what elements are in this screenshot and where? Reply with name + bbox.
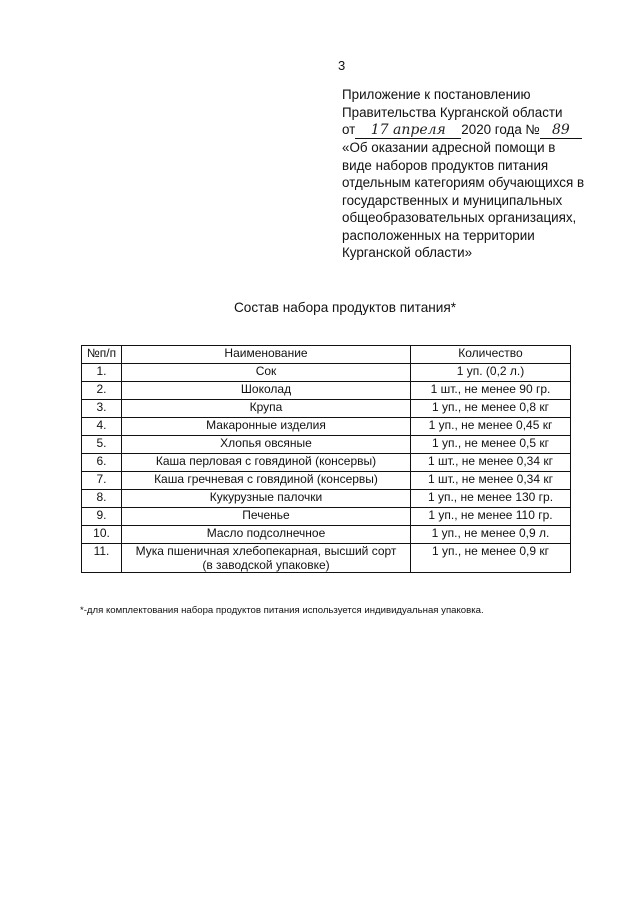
row-name: Хлопья овсяные xyxy=(122,436,411,454)
row-number: 5. xyxy=(82,436,122,454)
row-quantity: 1 уп., не менее 0,5 кг xyxy=(411,436,571,454)
row-name: Сок xyxy=(122,364,411,382)
table-row xyxy=(82,526,571,544)
appendix-line-5: виде наборов продуктов питания xyxy=(342,157,549,173)
row-quantity: 1 уп., не менее 130 гр. xyxy=(411,490,571,508)
page-number: 3 xyxy=(338,58,346,73)
appendix-line-6: отдельным категориям обучающихся в xyxy=(342,175,585,190)
row-number: 7. xyxy=(82,472,122,490)
row-number: 9. xyxy=(82,508,122,526)
row-quantity: 1 уп., не менее 0,45 кг xyxy=(411,418,571,436)
row-name: Крупа xyxy=(122,400,411,418)
appendix-line-7: государственных и муниципальных xyxy=(342,192,563,208)
date-prefix: от xyxy=(342,122,356,137)
row-quantity: 1 шт., не менее 0,34 кг xyxy=(411,454,571,472)
row-name-line-1: Мука пшеничная хлебопекарная, высший сорт xyxy=(135,544,397,558)
table-row xyxy=(82,454,571,472)
row-number: 4. xyxy=(82,418,122,436)
table-row xyxy=(82,382,571,400)
row-number: 2. xyxy=(82,382,122,400)
row-number: 6. xyxy=(82,454,122,472)
row-quantity: 1 уп., не менее 0,8 кг xyxy=(411,400,571,418)
table-row xyxy=(82,418,571,436)
row-number: 11. xyxy=(82,544,122,573)
row-quantity: 1 уп., не менее 0,9 л. xyxy=(411,526,571,544)
row-quantity: 1 шт., не менее 0,34 кг xyxy=(411,472,571,490)
row-name: Кукурузные палочки xyxy=(122,490,411,508)
row-name: Каша гречневая с говядиной (консервы) xyxy=(122,472,411,490)
table-row xyxy=(82,436,571,454)
row-number: 3. xyxy=(82,400,122,418)
appendix-line-8: общеобразовательных организациях, xyxy=(342,210,577,225)
table-row xyxy=(82,544,571,573)
appendix-line-2: Правительства Курганской области xyxy=(342,104,563,120)
row-quantity: 1 уп., не менее 110 гр. xyxy=(411,508,571,526)
table-row xyxy=(82,400,571,418)
table-row xyxy=(82,472,571,490)
header-number: №п/п xyxy=(82,346,122,364)
appendix-line-9: расположенных на территории xyxy=(342,227,535,243)
header-name: Наименование xyxy=(122,346,411,364)
row-name: Каша перловая с говядиной (консервы) xyxy=(122,454,411,472)
row-number: 10. xyxy=(82,526,122,544)
table-row xyxy=(82,364,571,382)
products-table xyxy=(81,345,571,573)
table-row xyxy=(82,508,571,526)
row-name-line-2: (в заводской упаковке) xyxy=(202,558,330,572)
row-name: Масло подсолнечное xyxy=(122,526,411,544)
table-row xyxy=(82,490,571,508)
appendix-line-4: «Об оказании адресной помощи в xyxy=(342,140,556,155)
footnote: *-для комплектования набора продуктов питания используется индивидуальная упаковка. xyxy=(80,605,484,616)
row-name: Макаронные изделия xyxy=(122,418,411,436)
handwritten-number: 89 xyxy=(540,123,582,139)
row-quantity: 1 уп. (0,2 л.) xyxy=(411,364,571,382)
header-quantity: Количество xyxy=(411,346,571,364)
appendix-date-line xyxy=(342,121,632,139)
appendix-header xyxy=(342,86,632,262)
table-header-row xyxy=(82,346,571,364)
appendix-line-1: Приложение к постановлению xyxy=(342,87,531,102)
row-number: 1. xyxy=(82,364,122,382)
row-number: 8. xyxy=(82,490,122,508)
document-title: Состав набора продуктов питания* xyxy=(233,300,457,315)
row-name: Шоколад xyxy=(122,382,411,400)
year-text: 2020 года № xyxy=(461,122,540,137)
row-quantity: 1 уп., не менее 0,9 кг xyxy=(411,544,571,573)
row-name xyxy=(122,544,411,573)
handwritten-date: 17 апреля xyxy=(355,123,461,139)
appendix-line-10: Курганской области» xyxy=(342,245,473,260)
row-quantity: 1 шт., не менее 90 гр. xyxy=(411,382,571,400)
row-name: Печенье xyxy=(122,508,411,526)
